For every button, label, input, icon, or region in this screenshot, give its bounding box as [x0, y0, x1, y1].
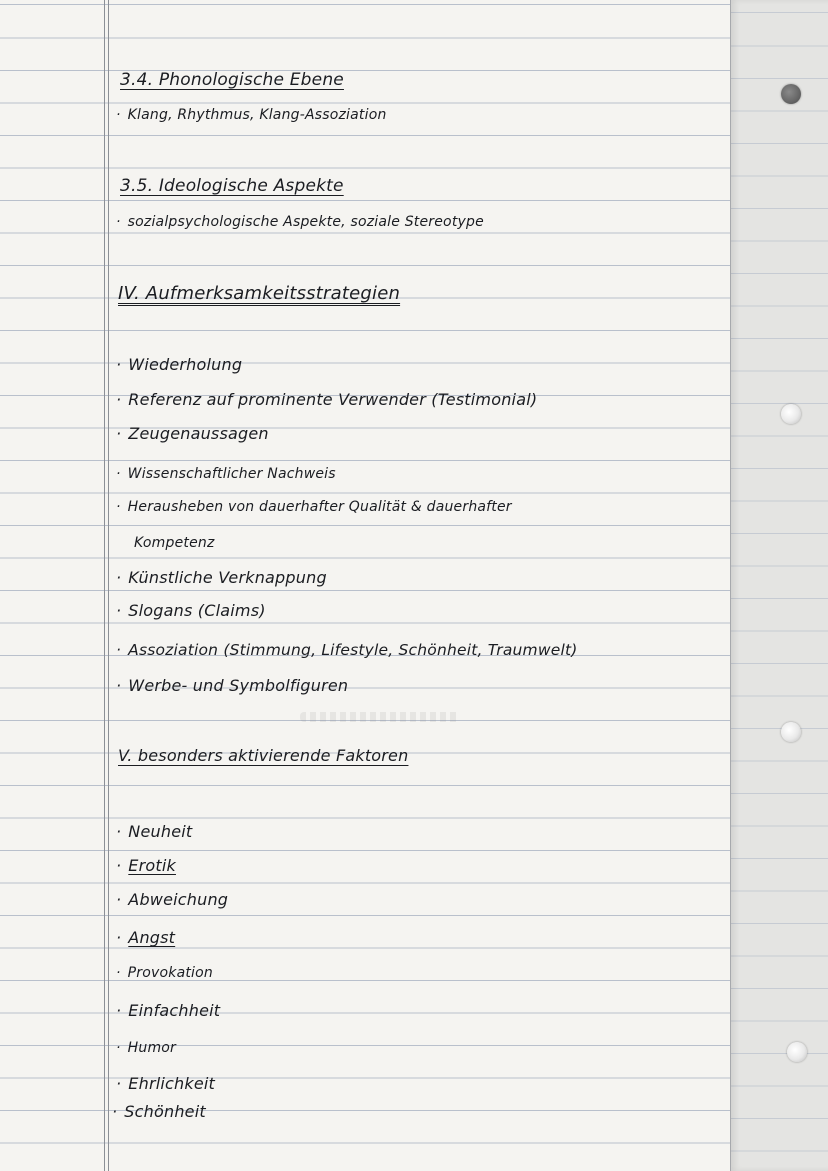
next-page-edge	[730, 0, 828, 1171]
list-item: · Zeugenaussagen	[116, 424, 269, 443]
faint-show-through-text	[300, 712, 460, 722]
list-item: · Künstliche Verknappung	[116, 568, 327, 587]
list-item: · Werbe- und Symbolfiguren	[116, 676, 349, 695]
punch-hole	[787, 1042, 807, 1062]
bullet: ·	[116, 1040, 121, 1056]
bullet: ·	[116, 641, 122, 659]
bullet: ·	[116, 1074, 122, 1093]
margin-line-left	[104, 0, 105, 1171]
list-item: · Angst	[116, 928, 176, 947]
list-item: · Ehrlichkeit	[116, 1074, 215, 1093]
list-item: · Provokation	[116, 965, 213, 981]
bullet: ·	[116, 214, 121, 230]
bullet: ·	[116, 466, 121, 482]
bullet: ·	[116, 107, 121, 123]
section-heading-aktivierende-faktoren: V. besonders aktivierende Faktoren	[118, 746, 409, 765]
bullet: ·	[116, 1001, 122, 1020]
bullet: ·	[116, 965, 121, 981]
list-item: · Slogans (Claims)	[116, 601, 266, 620]
bullet: ·	[116, 568, 122, 587]
punch-hole	[781, 722, 801, 742]
punch-hole	[781, 84, 801, 104]
list-item: · Herausheben von dauerhafter Qualität & dauerhafter	[116, 499, 512, 515]
section-heading-ideologische-aspekte: 3.5. Ideologische Aspekte	[120, 176, 344, 196]
list-item: · Wissenschaftlicher Nachweis	[116, 466, 336, 482]
list-item: · Erotik	[116, 856, 176, 875]
list-item-continuation: Kompetenz	[134, 535, 215, 551]
margin-line-right	[108, 0, 109, 1171]
bullet: ·	[116, 499, 121, 515]
bullet: ·	[116, 890, 122, 909]
list-item: · Wiederholung	[116, 355, 243, 374]
list-item: · Assoziation (Stimmung, Lifestyle, Schönheit, Traumwelt)	[116, 641, 578, 659]
bullet: ·	[116, 928, 122, 947]
bullet: ·	[116, 424, 122, 443]
list-item: · Einfachheit	[116, 1001, 221, 1020]
list-item: · Humor	[116, 1040, 177, 1056]
list-item: · Abweichung	[116, 890, 229, 909]
list-item: · Klang, Rhythmus, Klang-Assoziation	[116, 107, 387, 123]
bullet: ·	[112, 1102, 118, 1121]
bullet: ·	[116, 601, 122, 620]
list-item: · Referenz auf prominente Verwender (Testimonial)	[116, 390, 538, 409]
list-item: · Schönheit	[112, 1102, 206, 1121]
section-heading-aufmerksamkeitsstrategien: IV. Aufmerksamkeitsstrategien	[118, 283, 401, 304]
bullet: ·	[116, 822, 122, 841]
section-heading-phonologische-ebene: 3.4. Phonologische Ebene	[120, 70, 344, 90]
list-item: · sozialpsychologische Aspekte, soziale Stereotype	[116, 214, 484, 230]
bullet: ·	[116, 676, 122, 695]
bullet: ·	[116, 856, 122, 875]
list-item: · Neuheit	[116, 822, 193, 841]
punch-hole	[781, 404, 801, 424]
bullet: ·	[116, 355, 122, 374]
bullet: ·	[116, 390, 122, 409]
